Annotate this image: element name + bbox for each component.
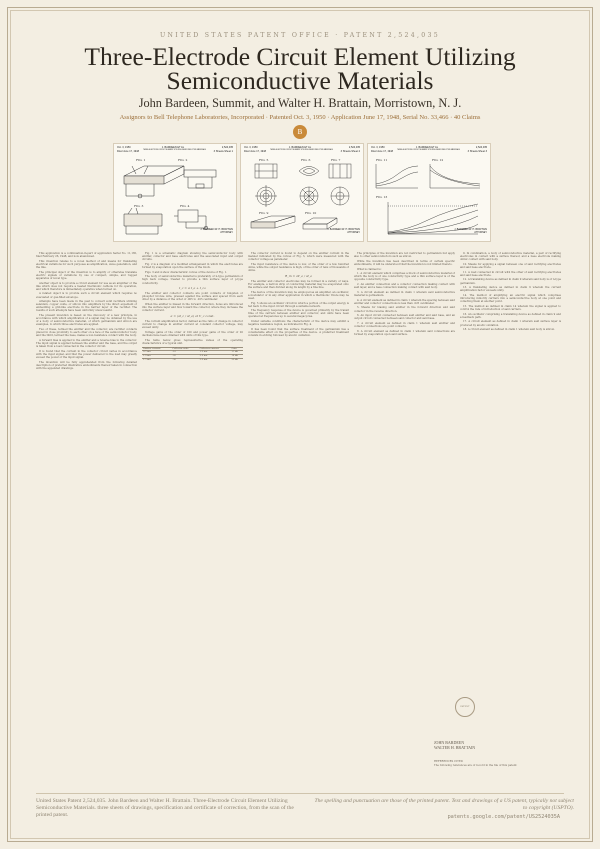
- drawing-footer: [454, 229, 487, 235]
- paragraph: Attempts have been made in the past to convert solid rectifiers utilizing selenium, copper oxide, or silicon into amplifiers by the direct expedient of embedding a grid-like electrode in the barrier layer of the rectifier. The results of such attempts have been uniformly unsuccessful.: [36, 300, 137, 313]
- patent-authors: John Bardeen, Summit, and Walter H. Brattain, Morristown, N. J.: [138, 96, 462, 110]
- paragraph: While the invention has been described in terms of certain specific embodiments, it will be understood that the invention is not limited thereto.: [354, 259, 455, 266]
- paragraph: Fig. 2 is a diagram of a modified arrangement in which the electrodes are formed by evaporation upon the surface of the block.: [142, 262, 243, 269]
- references-block: [434, 760, 564, 767]
- paragraph: The frequency response of the device is governed primarily by the transit time of the carriers between emitter and collector, and units have been operated at frequencies up to several megacycles.: [248, 309, 349, 319]
- signature-name: JOHN BARDEEN: [434, 740, 465, 745]
- table-cell: 1.0 ma.: [142, 355, 171, 359]
- paragraph: The device of the invention may be employed as an amplifier, an oscillator, a modulator or in any other application in which a thermionic triode may be used.: [248, 290, 349, 300]
- paragraph: This application is a continuation-in-part of application Serial No. 11,165, filed February 26, 1948, and now abandoned.: [36, 252, 137, 259]
- table-cell: 0.5 ma.: [142, 351, 171, 355]
- paragraph: 4. A circuit element as defined in claim 1 wherein the spacing between said emitter and collector connections is less than .025 centimeter.: [354, 298, 455, 305]
- paragraph: 14. The method of amplifying an electric signal which comprises introducing minority carriers into a semiconductive body at one point and collecting them at another point.: [460, 294, 561, 304]
- fig-5-10-drawing: [241, 144, 363, 241]
- svg-text:FIG. 7: FIG. 7: [331, 158, 341, 162]
- paragraph: 17. A circuit element as defined in claim 1 wherein said surface layer is produced by anodic oxidation.: [460, 320, 561, 327]
- drawing-inventors: J. BARDEEN W. H. BRATTAIN: [200, 228, 233, 232]
- text-column-2: [142, 252, 243, 792]
- paragraph: It is found that the current in the collector circuit varies in accordance with the input signal, and that the power delivered to the load may greatly exceed the power of the input signal.: [36, 349, 137, 360]
- paragraph: The principal object of the invention is to amplify or otherwise translate electric signals or variations by use of compact, simple, and rugged apparatus of novel type.: [36, 270, 137, 280]
- drawing-sheets-count: 3 Sheets-Sheet 1: [213, 150, 233, 153]
- paragraph: 1. A circuit element which comprises a block of semiconductive material of which the body is of one conductivity type and a thin surface layer is of the opposite conductivity type.: [354, 272, 455, 282]
- svg-text:FIG. 12: FIG. 12: [432, 158, 444, 162]
- drawing-names: J. BARDEEN ET AL: [288, 146, 312, 149]
- seal-icon: B: [293, 125, 307, 139]
- paragraph: Fig. 5 shows an oscillator circuit in which a portion of the output energy is fed back to the input circuit through a suitable network.: [248, 301, 349, 308]
- paragraph: The input resistance of the device is low, of the order of a few hundred ohms, while the output resistance is high, of the order of tens of thousands of ohms.: [248, 262, 349, 273]
- paragraph: Voltage gains of the order of 100 and power gains of the order of 20 decibels have been obtained with units of this type.: [142, 330, 243, 337]
- svg-text:FIG. 11: FIG. 11: [376, 158, 388, 162]
- drawing-filed: Filed June 17, 1948: [117, 150, 139, 153]
- paragraph: The emitter and collector contacts are point contacts of tungsten or phosphor bronze wire, pressed against the surface and spaced from each other by a distance of the order of .005 to .025 centimeter.: [142, 292, 243, 302]
- source-url[interactable]: patents.google.com/patent/US2524035A: [447, 814, 560, 820]
- svg-text:FIG. 5: FIG. 5: [259, 158, 269, 162]
- paragraph: 18. A circuit element as defined in claim 1 wherein said body is silicon.: [463, 328, 555, 332]
- drawing-date: Oct. 3, 1950: [244, 146, 258, 149]
- references-title: REFERENCES CITED: [434, 760, 463, 763]
- drawing-number: 2,524,035: [475, 146, 487, 149]
- svg-text:FIG. 1: FIG. 1: [136, 158, 146, 162]
- drawing-footer: [200, 229, 233, 235]
- drawing-sheets-count: 3 Sheets-Sheet 3: [467, 150, 487, 153]
- fig-11-13-graphs: [368, 144, 490, 241]
- svg-text:FIG. 4: FIG. 4: [180, 204, 190, 208]
- table-cell: 2.4 ma.: [199, 355, 231, 359]
- svg-text:FIG. 9: FIG. 9: [259, 211, 269, 215]
- paragraph: The table below gives representative values of the operating characteristics of a typical unit.: [142, 338, 243, 345]
- patent-subline: Assignors to Bell Telephone Laboratories, Incorporated · Patented Oct. 3, 1950 · Application June 17, 1948, Serial No. 33,466 · 40 Claims: [119, 114, 481, 121]
- drawing-title-line: THREE-ELECTRODE CIRCUIT ELEMENT UTILIZING SEMICONDUCTIVE MATERIALS: [143, 150, 206, 151]
- paragraph: 3. A circuit element as defined in claim 1 wherein said semiconductive material is germanium.: [354, 290, 455, 297]
- paragraph: 11. A load connected in circuit with the other of said rectifying electrodes and said base electrode.: [460, 270, 561, 277]
- table-header: Collector volts: [171, 347, 198, 351]
- paragraph: The present invention is based on the discovery of a new principle, in accordance with which amplification of a signal may be obtained by the use of a body of semiconductive material, of which germanium and silicon are examples, to which three electrodes are applied.: [36, 314, 137, 327]
- paragraph: Another object is to provide a circuit element for use as an amplifier or the like which does not require a heated thermionic cathode for its operation, and which therefore is immediately operative when turned on.: [36, 281, 137, 291]
- table-cell: 20 db: [231, 358, 244, 361]
- footer-right-note: The spelling and punctuation are those of the printed patent. Text and drawings of a US patent, typically not subject to copyright (USPTO).: [314, 798, 574, 811]
- drawing-attorney: ATTORNEY: [220, 231, 233, 235]
- svg-text:FIG. 13: FIG. 13: [376, 195, 388, 199]
- paragraph: 6. An input circuit connected between said emitter and said base, and an output circuit connected between said collector and said base.: [354, 314, 455, 321]
- drawing-filed: Filed June 17, 1948: [244, 150, 266, 153]
- paragraph: The invention will be fully apprehended from the following detailed description of preferred illustrative embodiments thereof taken in connection with the appended drawings.: [36, 360, 137, 370]
- paragraph: A forward bias is applied to the emitter and a reverse bias to the collector. The input signal is applied between the emitter and the base, and the output is taken from a load connected in the collector circuit.: [36, 339, 137, 349]
- svg-text:FIG. 10: FIG. 10: [305, 211, 317, 215]
- paragraph: 5. Means for biasing said emitter in the forward direction and said collector in the reverse direction.: [354, 306, 455, 313]
- paragraph: The principles of the invention are not restricted to germanium but apply also to other semiconductors such as silicon.: [354, 252, 455, 259]
- references-text: The following references are of record in the file of this patent:: [434, 763, 518, 767]
- drawing-header: [244, 146, 360, 153]
- paragraph: Under suitable conditions the characteristic of the device may exhibit a negative resistance region, as indicated in Fig. 4.: [248, 320, 349, 327]
- paragraph: 7. A circuit element as defined in claim 1 wherein said emitter and collector connections are point contacts.: [354, 322, 455, 329]
- svg-text:FIG. 2: FIG. 2: [178, 158, 188, 162]
- drawing-date: Oct. 3, 1950: [371, 146, 385, 149]
- paragraph: When the emitter is biased in the forward direction, holes are introduced into the surface layer and flow toward the collector, where they increase the collector current.: [142, 303, 243, 313]
- paragraph: The collector current is found to depend on the emitter current in the manner indicated by the curves of Fig. 3, which were measured with the collector voltage as parameter.: [248, 252, 349, 262]
- paragraph: 12. A translating device as defined in claim 9 wherein said body is of n-type germanium.: [460, 278, 561, 285]
- paragraph: The body of semiconductive material is preferably of n-type germanium of high back voltage, treated to provide a thin surface layer of p-type conductivity.: [142, 275, 243, 285]
- paragraph: 9. In combination, a body of semiconductive material, a pair of rectifying electrodes in contact with a surface thereof, and a base electrode making ohmic contact with said body.: [460, 252, 561, 262]
- table-cell: -20: [171, 355, 198, 359]
- table-cell: 3.6 ma.: [199, 358, 231, 361]
- svg-text:FIG. 6: FIG. 6: [301, 158, 311, 162]
- drawing-names: J. BARDEEN ET AL: [161, 146, 185, 149]
- paragraph: Two of these, termed the emitter and the collector, are rectifier contacts placed in close proximity to each other on a face of the semiconductor body, and the third, termed the base, makes a low-resistance contact with the body.: [36, 328, 137, 338]
- equation: I_c = α I_e + I_co: [179, 286, 206, 291]
- text-column-4: [354, 252, 455, 792]
- signature-block: [434, 740, 475, 750]
- paragraph: 8. A circuit element as defined in claim 1 wherein said connections are formed by evaporation upon said surface.: [354, 329, 455, 336]
- table-header: Gain: [231, 347, 244, 351]
- footer-left-note: United States Patent 2,524,035. John Bardeen and Walter H. Brattain. Three-Electrode Circuit Element Utilizing Semiconductive Materials. three sheets of drawings, specification and certificate of correction, from the scan of the printed patent.: [36, 798, 294, 818]
- drawing-header: [371, 146, 487, 153]
- drawing-inventors: J. BARDEEN W. H. BRATTAIN: [454, 228, 487, 232]
- table-row: [142, 358, 243, 361]
- drawing-attorney: ATTORNEY: [474, 231, 487, 235]
- table-cell: -10: [171, 351, 198, 355]
- drawing-inventors: J. BARDEEN W. H. BRATTAIN: [327, 228, 360, 232]
- drawing-sheet-3: [367, 143, 491, 242]
- drawing-header: [117, 146, 233, 153]
- table-cell: 18 db: [231, 355, 244, 359]
- paragraph: Figs. 3 and 4 show characteristic curves of the device of Fig. 1.: [145, 270, 228, 274]
- text-column-5: [460, 252, 561, 692]
- characteristics-table: [142, 347, 243, 361]
- paragraph: A related object is to provide such a circuit element which requires no evacuated or gas-filled envelope.: [36, 292, 137, 299]
- drawing-date: Oct. 3, 1950: [117, 146, 131, 149]
- drawing-sheet-2: [240, 143, 364, 242]
- office-line: UNITED STATES PATENT OFFICE · PATENT 2,524,035: [160, 32, 440, 39]
- paragraph: This invention relates to a novel method of and means for translating electrical variations for such purposes as amplification, wave generation, and the like.: [36, 259, 137, 269]
- equation: R_in = ∂V_e / ∂I_e: [285, 273, 312, 278]
- patent-title: Three-Electrode Circuit Element Utilizing Semiconductive Materials: [84, 42, 516, 95]
- drawing-sheets-count: 3 Sheets-Sheet 2: [340, 150, 360, 153]
- paragraph: Fig. 1 is a schematic diagram showing the semiconductor body with emitter, collector and base electrodes and the associated input and output circuits.: [142, 252, 243, 262]
- paragraph: The current amplification factor, defined as the ratio of change in collector current to change in emitter current at constant collector voltage, may exceed unity.: [142, 319, 243, 330]
- drawing-names: J. BARDEEN ET AL: [415, 146, 439, 149]
- drawing-footer: [327, 229, 360, 235]
- text-column-1: [36, 252, 137, 792]
- paragraph: What is claimed is:: [357, 267, 382, 271]
- paragraph: 10. Means for applying a signal between one of said rectifying electrodes and said base electrode.: [460, 262, 561, 269]
- paragraph: 16. An oscillator comprising a translating device as defined in claim 9 and a feedback path.: [460, 312, 561, 319]
- drawing-attorney: ATTORNEY: [347, 231, 360, 235]
- table-header: Collector current: [199, 347, 231, 351]
- paragraph: 15. The method as defined in claim 14 wherein the signal is applied to control the rate of introduction of said carriers.: [460, 304, 561, 311]
- footer-divider: [36, 793, 564, 794]
- drawing-sheet-1: [113, 143, 237, 242]
- drawing-number: 2,524,035: [221, 146, 233, 149]
- table-cell: 15 db: [231, 351, 244, 355]
- drawing-number: 2,524,035: [348, 146, 360, 149]
- table-header: Emitter current: [142, 347, 171, 351]
- table-cell: 1.5 ma.: [142, 358, 171, 361]
- paragraph: It has been found that the surface treatment of the germanium has a considerable effect on the properties of the device. A preferred treatment consists in etching followed by anodic oxidation.: [248, 327, 349, 338]
- patent-stamp: PATENT: [455, 697, 475, 717]
- table-cell: 1.2 ma.: [199, 351, 231, 355]
- paragraph: 13. A translating device as defined in claim 9 wherein the current amplification factor exceeds unity.: [460, 286, 561, 293]
- paragraph: 2. An emitter connection and a collector connection making contact with said layer, and a base connection making contact with said body.: [354, 283, 455, 290]
- svg-text:FIG. 3: FIG. 3: [134, 204, 144, 208]
- drawing-filed: Filed June 17, 1948: [371, 150, 393, 153]
- drawing-title-line: THREE-ELECTRODE CIRCUIT ELEMENT UTILIZING SEMICONDUCTIVE MATERIALS: [270, 150, 333, 151]
- fig-1-2-drawing: [114, 144, 236, 241]
- drawing-title-line: THREE-ELECTRODE CIRCUIT ELEMENT UTILIZING SEMICONDUCTIVE MATERIALS: [397, 150, 460, 151]
- table-cell: -30: [171, 358, 198, 361]
- equation: α = (∂I_c / ∂I_e) at V_c const.: [170, 313, 215, 318]
- signature-name: WALTER H. BRATTAIN: [434, 745, 476, 750]
- paragraph: The emitter and collector electrodes may be formed in a variety of ways. For example, a narrow strip of conducting material may be evaporated onto the surface and then divided along its length by a fine line.: [248, 279, 349, 289]
- text-column-3: [248, 252, 349, 792]
